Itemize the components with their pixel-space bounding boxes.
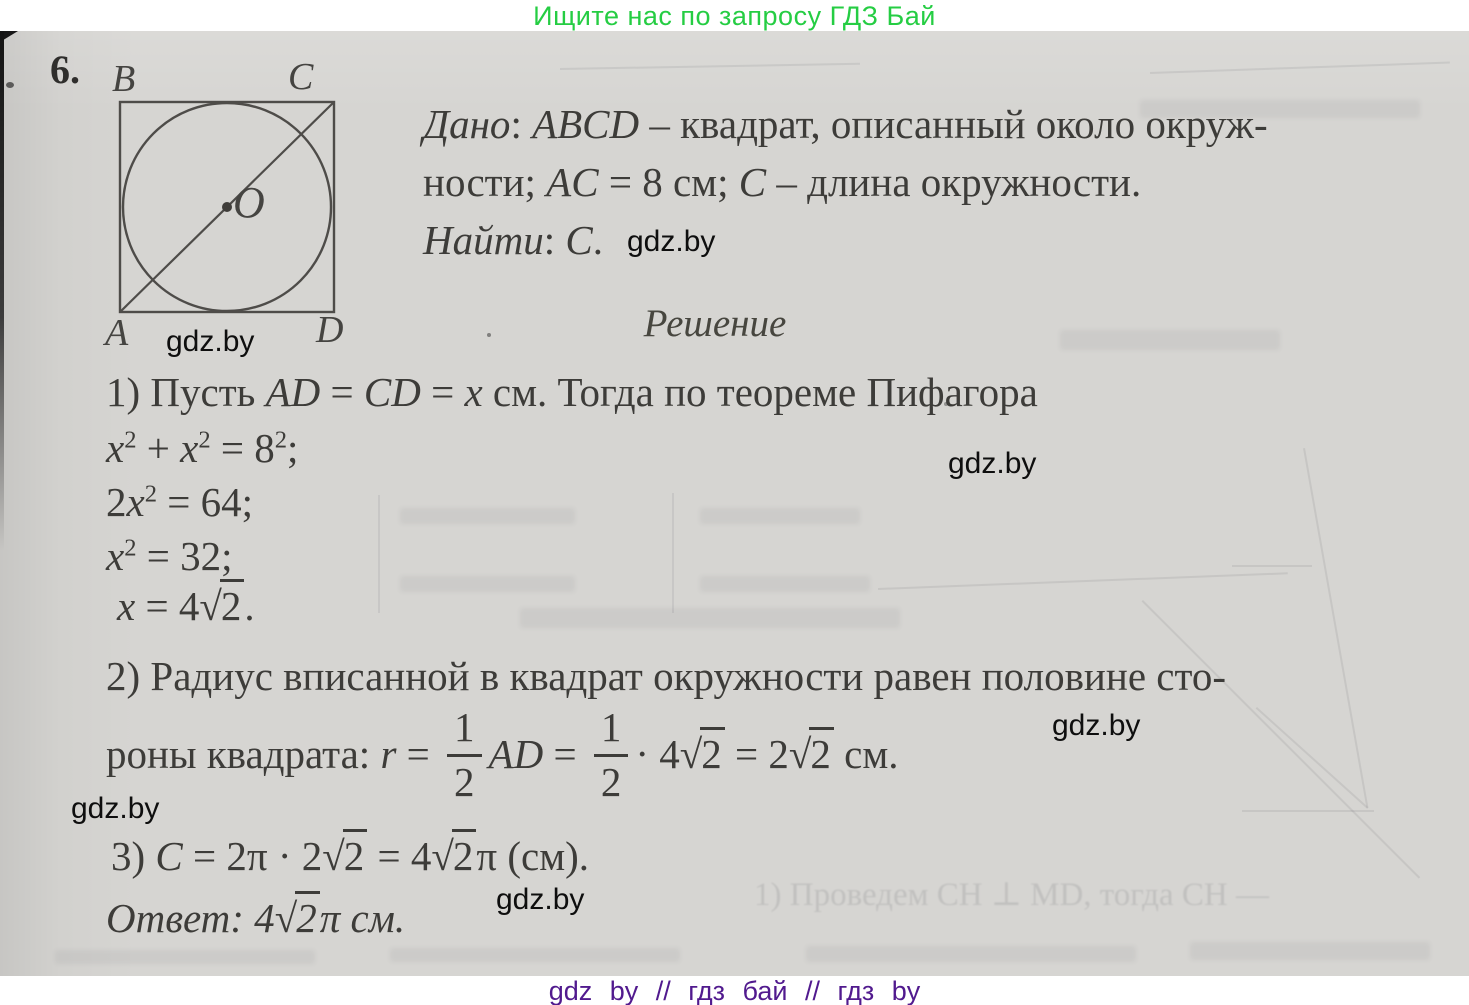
equation-line-3: $x^2 = 32$;	[106, 533, 233, 579]
ghost-blur	[520, 608, 900, 628]
ghost-stroke	[1232, 565, 1312, 567]
figure-label-o: O	[233, 178, 265, 227]
equation-line-1: $x^2 + x^2 = 8^2$;	[106, 425, 299, 471]
watermark-gdzby-4: gdz.by	[1052, 709, 1141, 742]
figure-center-dot	[222, 202, 232, 212]
given-line-1: Дано: ABCD – квадрат, описанный около окруж-	[423, 101, 1268, 147]
promo-text: Ищите нас по запросу ГДЗ Бай	[533, 0, 936, 31]
ghost-blur	[400, 508, 575, 524]
ghost-blur	[1060, 330, 1280, 350]
figure-label-b: B	[112, 58, 136, 100]
figure-label-d: D	[316, 309, 344, 351]
equation-line-2: $2x^2 = 64$;	[106, 479, 254, 525]
scan-speck	[6, 82, 14, 88]
footer-banner	[0, 976, 1469, 1005]
solution-step1: 1) Пусть AD = CD = x см. Тогда по теореме Пифагора	[106, 369, 1038, 415]
watermark-gdzby-2: gdz.by	[166, 325, 255, 358]
watermark-gdzby-5: gdz.by	[71, 792, 160, 825]
equation-line-4: x = 4√2.	[117, 580, 255, 632]
promo-banner	[0, 0, 1469, 31]
ghost-blur	[390, 948, 680, 962]
solution-heading: Решение	[643, 302, 787, 345]
ghost-blur	[700, 508, 860, 524]
given-line-2: ности; AC = 8 см; C – длина окружности.	[423, 159, 1142, 205]
ghost-blur	[400, 576, 575, 592]
footer-text: gdz by // гдз бай // гдз by	[548, 976, 921, 1005]
ghost-blur	[806, 946, 1136, 962]
watermark-gdzby-3: gdz.by	[948, 447, 1037, 480]
watermark-gdzby-6: gdz.by	[496, 883, 585, 916]
ghost-blur	[700, 576, 870, 592]
ghost-blur	[1190, 942, 1430, 960]
figure-label-c: C	[288, 56, 314, 98]
ghost-bracket	[672, 493, 674, 613]
solution-step2-line1: 2) Радиус вписанной в квадрат окружности равен половине сто-	[106, 653, 1226, 699]
given-line-3: Найти: C.	[423, 217, 603, 263]
scan-edge-shadow	[0, 31, 4, 551]
problem-number: 6.	[50, 47, 80, 92]
solution-step3: 3) C = 2π · 2√2 = 4√2π (см).	[111, 826, 589, 886]
ghost-bracket	[378, 495, 380, 613]
watermark-gdzby-1: gdz.by	[627, 225, 716, 258]
answer-line: Ответ: 4√2π см.	[106, 888, 405, 948]
solution-step2-line2: роны квадрата: r = $\frac{1}{2}$ AD = $\frac{1}{2}$ · 4√2 = 2√2 см.	[106, 704, 899, 806]
ghost-blur	[55, 950, 315, 964]
figure-label-a: A	[105, 312, 129, 354]
ghost-text-fragment: 1) Проведем СН ⊥ MD, тогда СН —	[754, 877, 1269, 913]
